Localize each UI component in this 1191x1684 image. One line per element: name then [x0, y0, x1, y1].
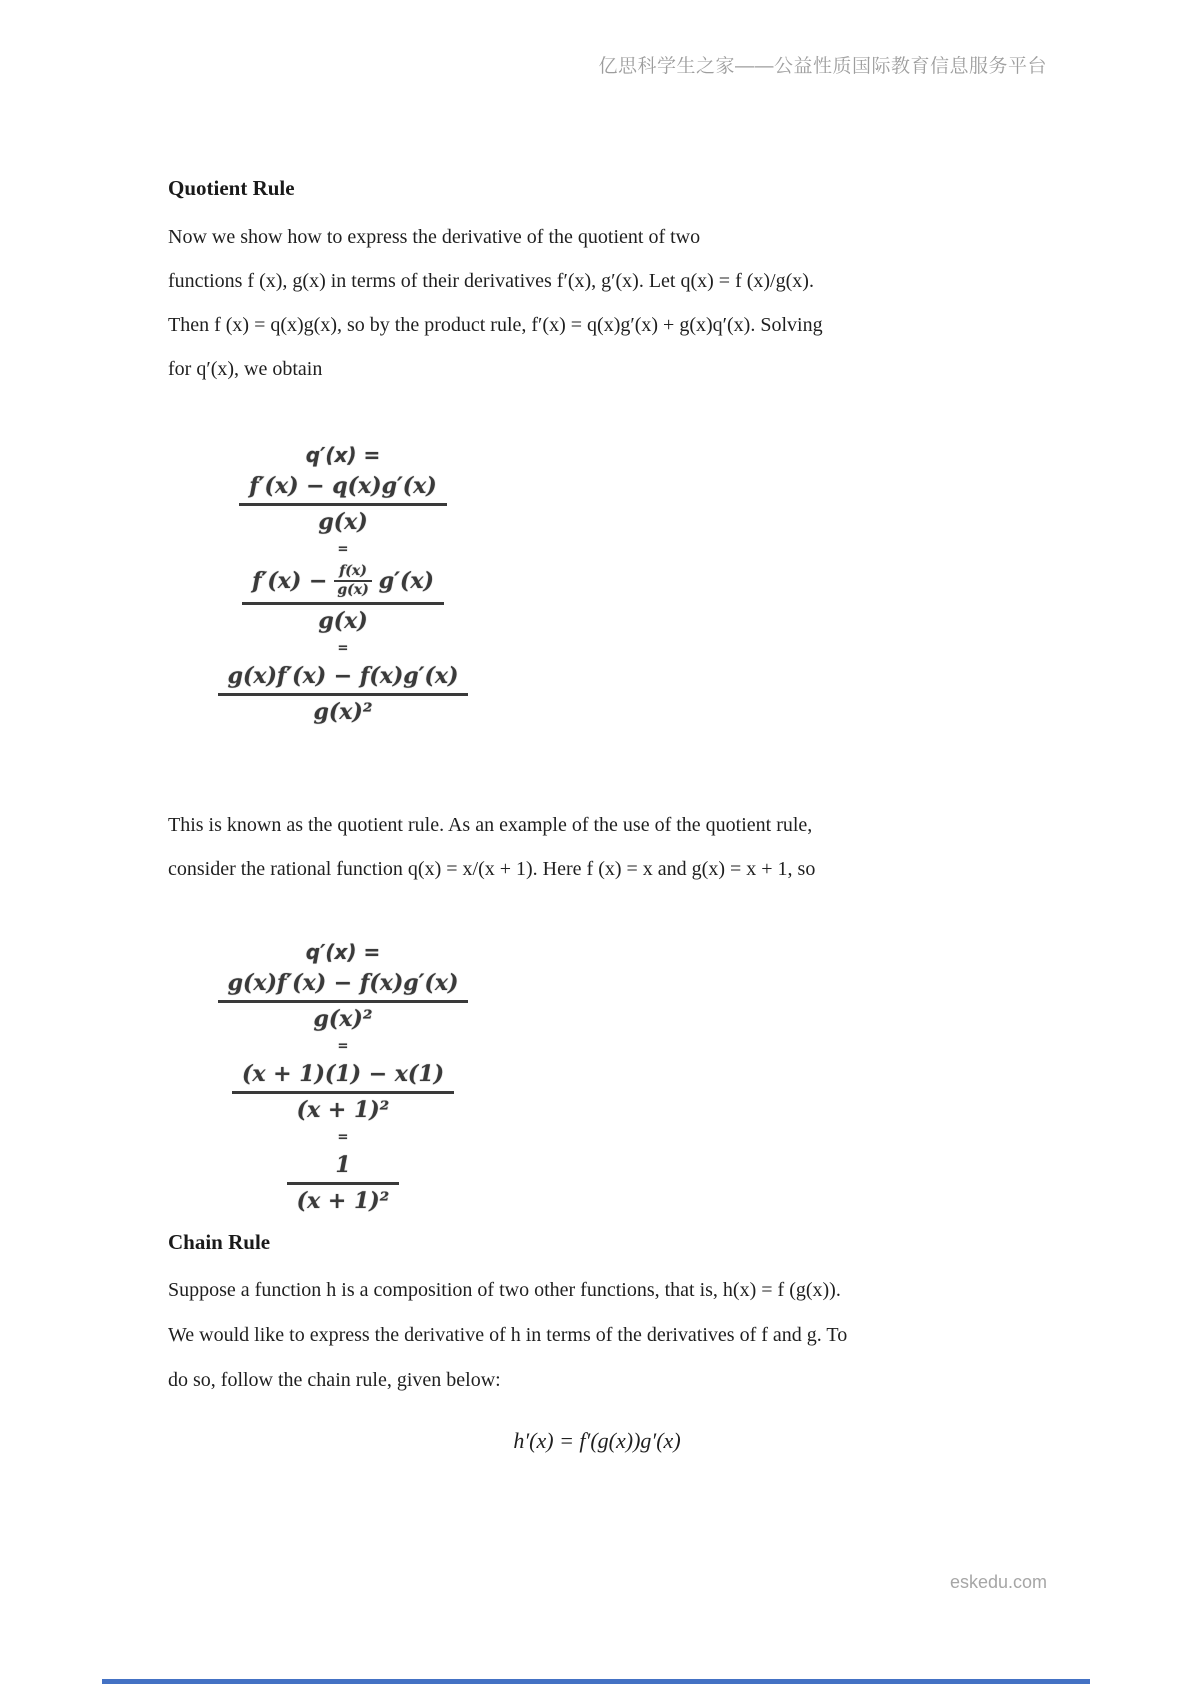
quotient-derivation-equation: [168, 444, 518, 726]
inline-numerator: f(x): [334, 564, 371, 582]
denominator: (x + 1)²: [296, 1097, 390, 1123]
fraction: [232, 1060, 454, 1124]
equation-lhs: q′(x) =: [305, 443, 381, 467]
fraction: [218, 969, 469, 1033]
equals-sign: =: [337, 542, 349, 557]
quotient-example-equation: [168, 941, 518, 1215]
paragraph-line: do so, follow the chain rule, given below:: [168, 1369, 501, 1391]
inline-denominator: g(x): [337, 582, 369, 598]
denominator: g(x)²: [313, 1006, 373, 1032]
footer-site-url: eskedu.com: [949, 1572, 1047, 1592]
fraction: [242, 563, 444, 635]
numerator: f′(x) − q(x)g′(x): [239, 472, 446, 506]
paragraph-line: This is known as the quotient rule. As an example of the use of the quotient rule,: [168, 814, 813, 836]
numerator-right: g′(x): [378, 568, 434, 594]
quotient-intro-paragraph: [168, 215, 823, 391]
paragraph-line: We would like to express the derivative of h in terms of the derivatives of f and g. To: [168, 1324, 848, 1346]
equals-sign: =: [337, 641, 349, 656]
paragraph-line: consider the rational function q(x) = x/(x + 1). Here f (x) = x and g(x) = x + 1, so: [168, 858, 816, 880]
paragraph-line: Then f (x) = q(x)g(x), so by the product rule, f′(x) = q(x)g′(x) + g(x)q′(x). Solving: [168, 314, 823, 336]
equals-sign: =: [337, 1130, 349, 1145]
paragraph-line: Suppose a function h is a composition of two other functions, that is, h(x) = f (g(x)).: [168, 1279, 841, 1301]
chain-rule-paragraph: [168, 1268, 847, 1403]
inline-fraction: [334, 564, 371, 598]
chain-rule-heading: Chain Rule: [168, 1230, 271, 1254]
paragraph-line: for q′(x), we obtain: [168, 358, 323, 380]
chain-rule-equation: h′(x) = f′(g(x))g′(x): [513, 1428, 681, 1453]
denominator: g(x): [318, 608, 368, 634]
numerator-left: f′(x) −: [252, 568, 328, 594]
fraction: [218, 662, 469, 726]
equals-sign: =: [337, 1039, 349, 1054]
numerator: g(x)f′(x) − f(x)g′(x): [218, 662, 469, 696]
next-page-top-edge: [102, 1679, 1090, 1684]
numerator: (x + 1)(1) − x(1): [232, 1060, 454, 1094]
quotient-rule-heading: Quotient Rule: [168, 176, 295, 200]
paragraph-line: functions f (x), g(x) in terms of their derivatives f′(x), g′(x). Let q(x) = f (x)/g(x).: [168, 270, 814, 292]
denominator: g(x)²: [313, 699, 373, 725]
denominator: g(x): [318, 509, 368, 535]
quotient-example-paragraph: [168, 803, 815, 891]
numerator: [242, 563, 444, 605]
header-site-banner: 亿思科学生之家——公益性质国际教育信息服务平台: [598, 56, 1047, 77]
fraction: [239, 472, 446, 536]
numerator: 1: [287, 1151, 400, 1185]
paragraph-line: Now we show how to express the derivative of the quotient of two: [168, 226, 701, 248]
denominator: (x + 1)²: [296, 1188, 390, 1214]
numerator: g(x)f′(x) − f(x)g′(x): [218, 969, 469, 1003]
equation-lhs: q′(x) =: [305, 940, 381, 964]
fraction: [287, 1151, 400, 1215]
